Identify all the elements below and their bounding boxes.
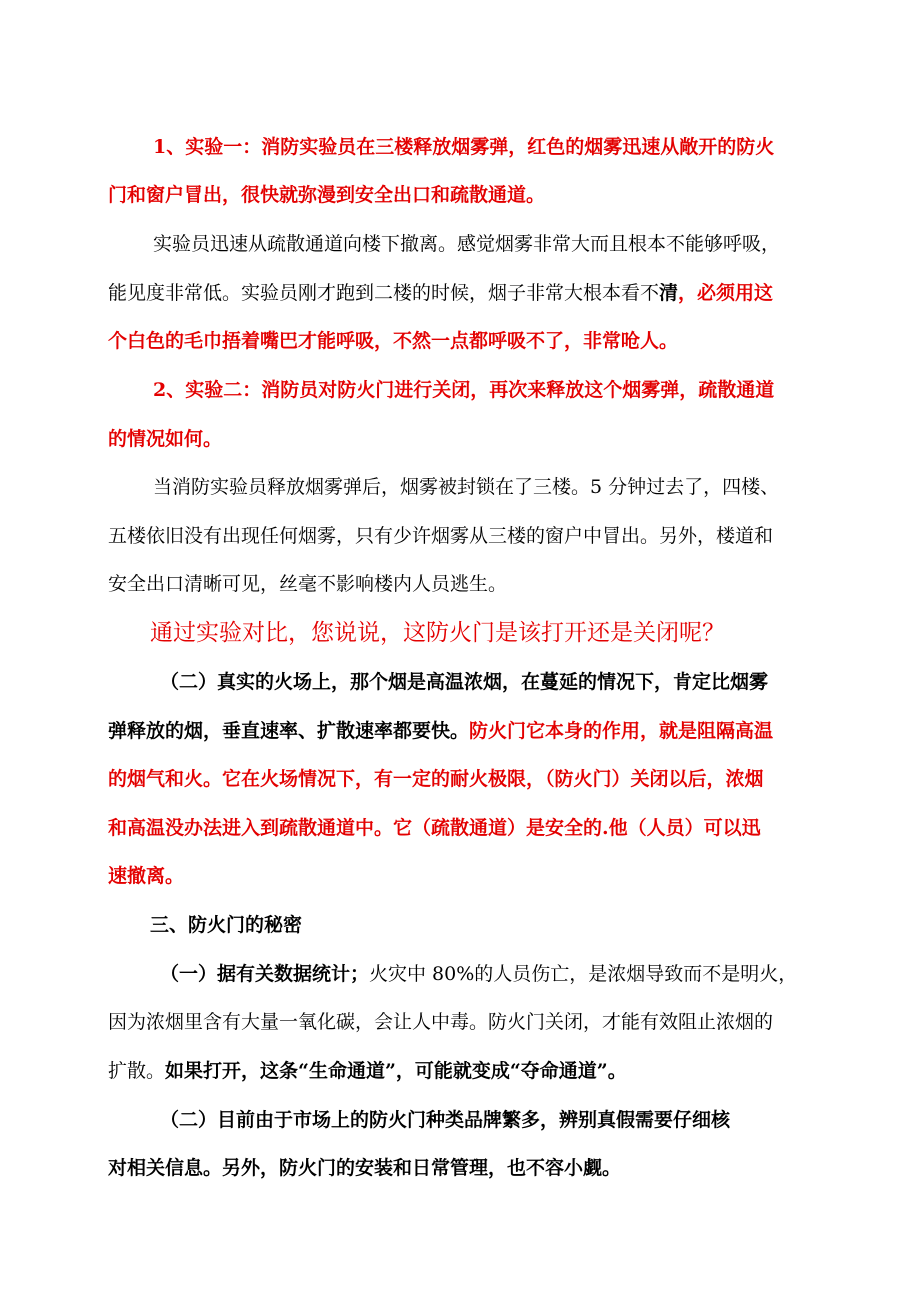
evacuation-line-3: 个白色的毛巾捂着嘴巴才能呼吸，不然一点都呼吸不了，非常呛人。	[108, 330, 679, 352]
result-line-2: 五楼依旧没有出现任何烟雾，只有少许烟雾从三楼的窗户中冒出。另外，楼道和	[108, 525, 774, 547]
evacuation-line-2	[108, 280, 820, 306]
evacuation-line-2-part-b: 清	[659, 282, 679, 304]
experiment-two-line-1: 2、实验二：消防员对防火门进行关闭，再次来释放这个烟雾弹，疏散通道	[153, 379, 775, 401]
comparison-question: 通过实验对比，您说说，这防火门是该打开还是关闭呢？	[150, 620, 725, 646]
evacuation-line-2-part-c: ，必须用这	[678, 282, 774, 304]
statistics-line-1	[160, 961, 872, 987]
result-line-3: 安全出口清晰可见，丝毫不影响楼内人员逃生。	[108, 573, 508, 595]
evacuation-line-2-part-a: 能见度非常低。实验员刚才跑到二楼的时候，烟子非常大根本看不	[108, 282, 660, 304]
experiment-one-line-2: 门和窗户冒出，很快就弥漫到安全出口和疏散通道。	[108, 184, 546, 206]
real-fire-line-3: 的烟气和火。它在火场情况下，有一定的耐火极限，（防火门）关闭以后，浓烟	[108, 768, 764, 790]
result-line-1: 当消防实验员释放烟雾弹后，烟雾被封锁在了三楼。5 分钟过去了，四楼、	[153, 476, 780, 498]
market-line-1: （二）目前由于市场上的防火门种类品牌繁多，辨别真假需要仔细核	[160, 1109, 731, 1131]
real-fire-line-5: 速撤离。	[108, 865, 185, 887]
real-fire-line-2-part-b: 防火门它本身的作用，就是阻隔高温	[469, 720, 774, 742]
statistics-line-3-part-b: 如果打开，这条“生命通道”，可能就变成“夺命通道”。	[165, 1060, 627, 1082]
statistics-line-3-part-a: 扩散。	[108, 1060, 166, 1082]
statistics-line-2: 因为浓烟里含有大量一氧化碳，会让人中毒。防火门关闭，才能有效阻止浓烟的	[108, 1011, 774, 1033]
section-heading-secrets: 三、防火门的秘密	[150, 914, 303, 936]
real-fire-line-2-part-a: 弹释放的烟，垂直速率、扩散速率都要快。	[108, 720, 470, 742]
real-fire-line-4: 和高温没办法进入到疏散通道中。它（疏散通道）是安全的.他（人员）可以迅	[108, 817, 761, 839]
real-fire-line-1: （二）真实的火场上，那个烟是高温浓烟，在蔓延的情况下，肯定比烟雾	[160, 671, 769, 693]
evacuation-line-1: 实验员迅速从疏散通道向楼下撤离。感觉烟雾非常大而且根本不能够呼吸，	[153, 233, 781, 255]
market-line-2: 对相关信息。另外，防火门的安装和日常管理，也不容小觑。	[108, 1157, 622, 1179]
experiment-two-line-2: 的情况如何。	[108, 428, 223, 450]
statistics-line-3	[108, 1058, 820, 1084]
statistics-line-1-part-a: （一）据有关数据统计；	[160, 963, 370, 985]
statistics-line-1-part-b: 火灾中 80%的人员伤亡，是浓烟导致而不是明火，	[369, 963, 798, 985]
real-fire-line-2	[108, 718, 820, 744]
experiment-one-line-1: 1、实验一：消防实验员在三楼释放烟雾弹，红色的烟雾迅速从敞开的防火	[153, 136, 775, 158]
